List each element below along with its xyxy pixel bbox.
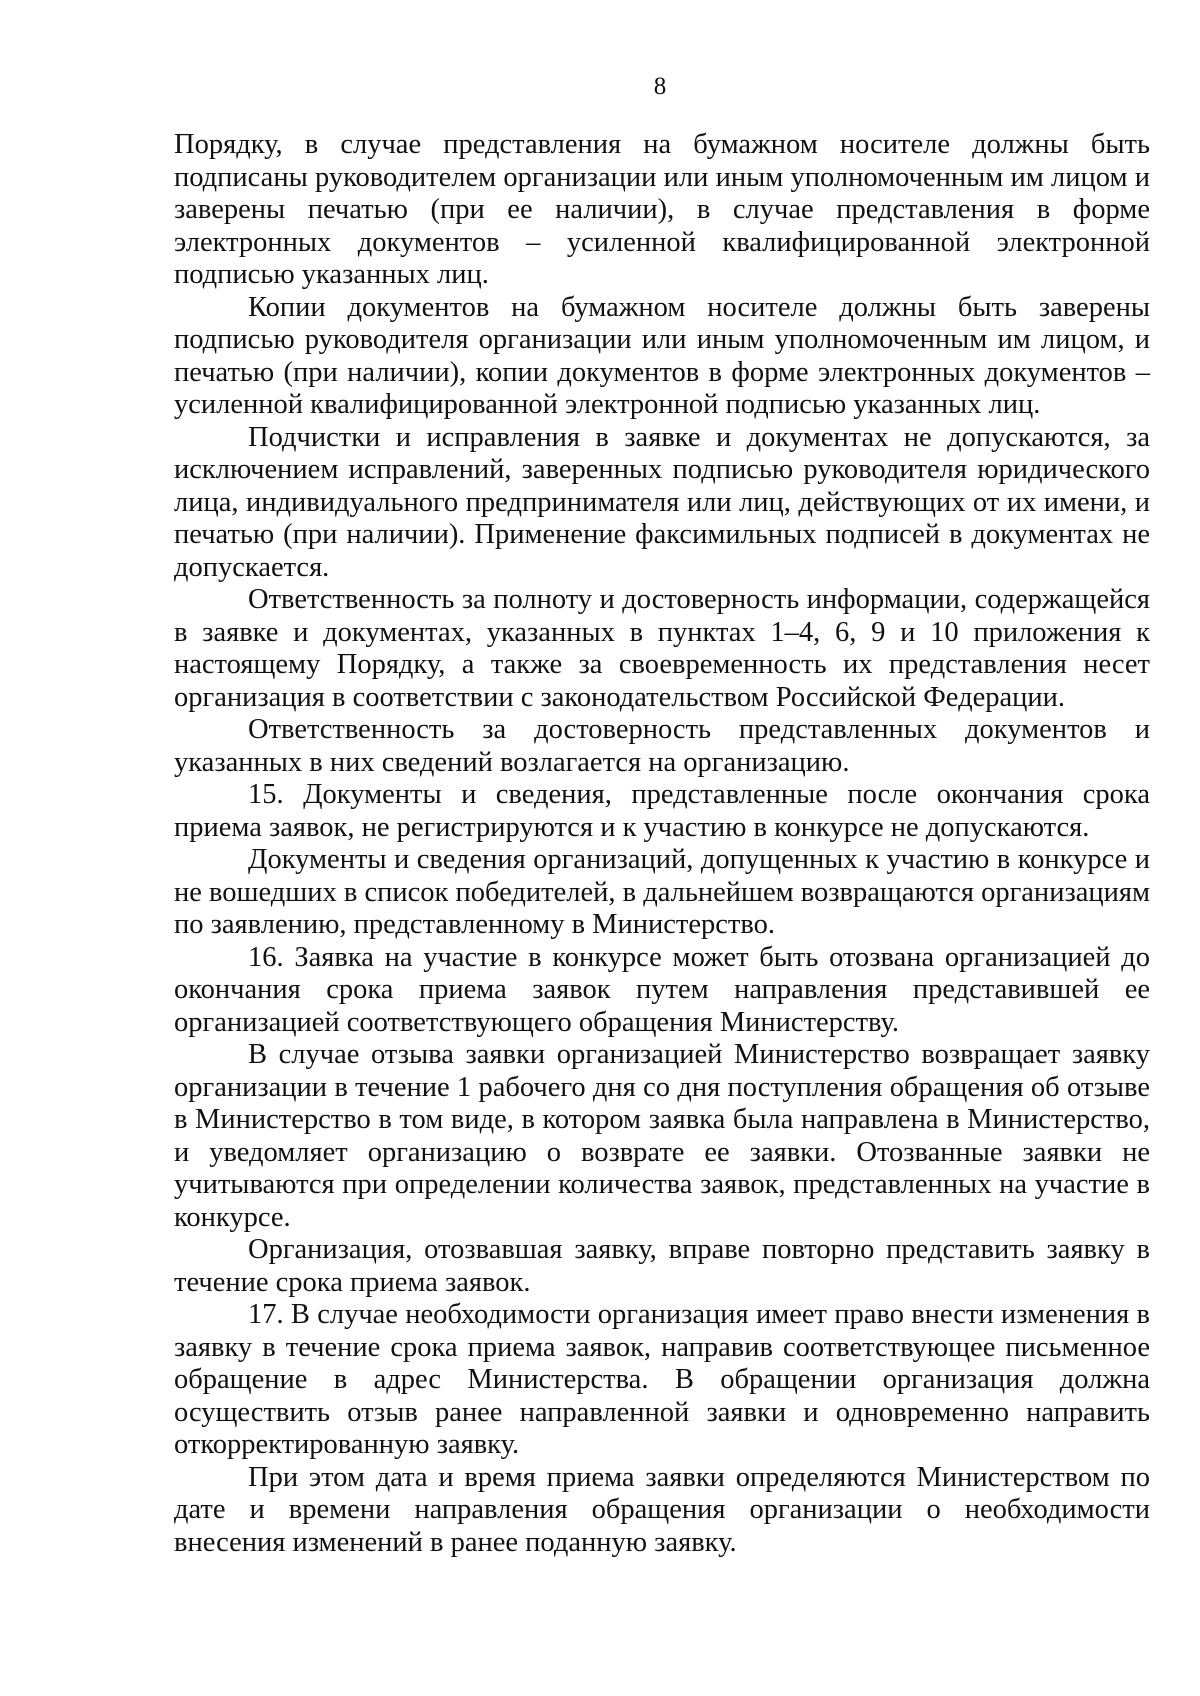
paragraph-responsibility-completeness: Ответственность за полноту и достоверность информации, содержащейся в заявке и документах, указанных в пунктах 1–4, 6, 9 и 10 приложения к настоящему Порядку, а также за своевременность их представления несет организация в соответствии с законодательством Российской Федерации. bbox=[174, 584, 1150, 713]
paragraph-documents-return: Документы и сведения организаций, допущенных к участию в конкурсе и не вошедших в список победителей, в дальнейшем возвращаются организациям по заявлению, представленному в Министерство. bbox=[174, 844, 1150, 940]
paragraph-date-time: При этом дата и время приема заявки определяются Министерством по дате и времени направления обращения организации о необходимости внесения изменений в ранее поданную заявку. bbox=[174, 1461, 1150, 1558]
paragraph-resubmission: Организация, отозвавшая заявку, вправе повторно представить заявку в течение срока приема заявок. bbox=[174, 1234, 1150, 1298]
paragraph-clause-17: 17. В случае необходимости организация имеет право внести изменения в заявку в течение срока приема заявок, направив соответствующее письменное обращение в адрес Министерства. В обращении организация должна осуществить отзыв ранее направленной заявки и одновременно направить откорректированную заявку. bbox=[174, 1299, 1150, 1460]
paragraph-clause-16: 16. Заявка на участие в конкурсе может быть отозвана организацией до окончания срока приема заявок путем направления представившей ее организацией соответствующего обращения Министерству. bbox=[174, 941, 1150, 1038]
paragraph-clause-15: 15. Документы и сведения, представленные после окончания срока приема заявок, не регистрируются и к участию в конкурсе не допускаются. bbox=[174, 779, 1150, 843]
paragraph-corrections: Подчистки и исправления в заявке и документах не допускаются, за исключением исправлений, заверенных подписью руководителя юридического лица, индивидуального предпринимателя или лиц, действующих от их имени, и печатью (при наличии). Применение факсимильных подписей в документах не допускается. bbox=[174, 421, 1150, 583]
paragraph-copies-certification: Копии документов на бумажном носителе должны быть заверены подписью руководителя организации или иным уполномоченным им лицом, и печатью (при наличии), копии документов в форме электронных документов – усиленной квалифицированной электронной подписью указанных лиц. bbox=[174, 291, 1150, 420]
paragraph-responsibility-reliability: Ответственность за достоверность представленных документов и указанных в них сведений возлагается на организацию. bbox=[174, 714, 1150, 778]
paragraph-withdrawal: В случае отзыва заявки организацией Министерство возвращает заявку организации в течение 1 рабочего дня со дня поступления обращения об отзыве в Министерство в том виде, в котором заявка была направлена в Министерство, и уведомляет организацию о возврате ее заявки. Отозванные заявки не учитываются при определении количества заявок, представленных на участие в конкурсе. bbox=[174, 1039, 1150, 1233]
document-body bbox=[174, 129, 1150, 1559]
page-number: 8 bbox=[653, 73, 667, 100]
paragraph-continuation: Порядку, в случае представления на бумажном носителе должны быть подписаны руководителем организации или иным уполномоченным им лицом и заверены печатью (при ее наличии), в случае представления в форме электронных документов – усиленной квалифицированной электронной подписью указанных лиц. bbox=[174, 129, 1150, 290]
